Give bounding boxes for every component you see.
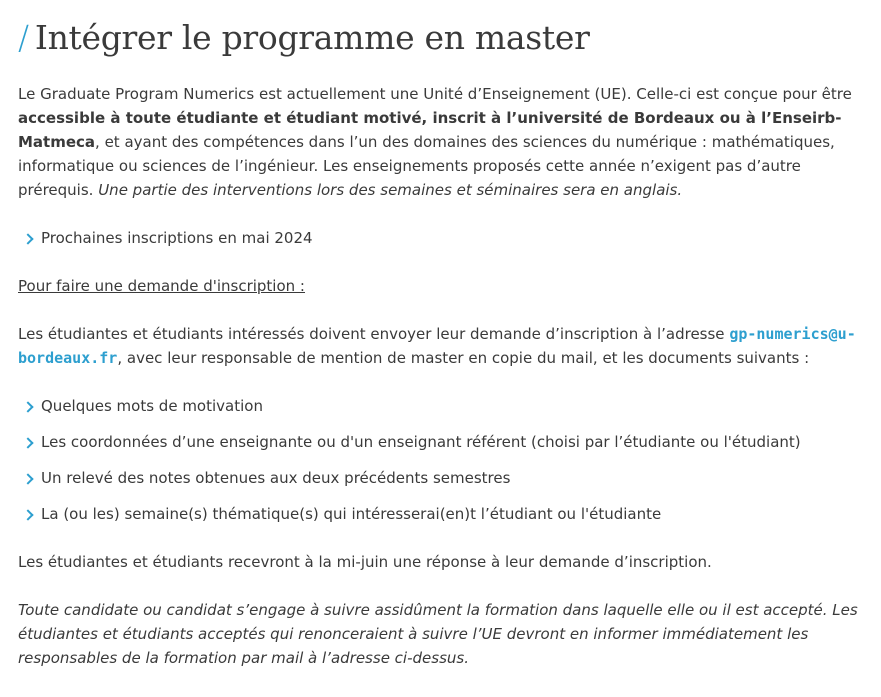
document-item-text: La (ou les) semaine(s) thématique(s) qui intéresserai(en)t l’étudiant ou l'étudiante [41, 505, 662, 523]
documents-list [18, 394, 863, 526]
intro-text-2: , et ayant des compétences dans l’un des domaines des sciences du numérique : mathématiques, informatique ou sciences de l’ingénieur. Les enseignements proposés cette année n’exigent pas d’autre prérequis. [18, 133, 835, 199]
howto-heading-text: Pour faire une demande d'inscription : [18, 277, 305, 295]
commitment-paragraph: Toute candidate ou candidat s’engage à suivre assidûment la formation dans laquelle elle ou il est accepté. Les étudiantes et étudiants acceptés qui renonceraient à suivre l’UE devront en informer immédiatement les responsables de la formation par mail à l’adresse ci-dessus. [18, 601, 858, 667]
howto-heading [18, 274, 863, 298]
list-item [18, 430, 863, 454]
chevron-right-icon [22, 437, 33, 448]
chevron-right-icon [22, 509, 33, 520]
request-text-after: , avec leur responsable de mention de master en copie du mail, et les documents suivants : [117, 349, 810, 367]
request-text-before: Les étudiantes et étudiants intéressés doivent envoyer leur demande d’inscription à l’adresse [18, 325, 730, 343]
list-item [18, 226, 863, 250]
page-title [18, 14, 863, 62]
next-registration-text: Prochaines inscriptions en mai 2024 [41, 229, 313, 247]
chevron-right-icon [22, 233, 33, 244]
document-item-text: Les coordonnées d’une enseignante ou d'un enseignant référent (choisi par l’étudiante ou l'étudiant) [41, 433, 801, 451]
list-item [18, 394, 863, 418]
list-item [18, 502, 863, 526]
email-link[interactable]: gp-numerics@u-bordeaux.fr [18, 325, 856, 367]
list-item [18, 466, 863, 490]
intro-text-1: Le Graduate Program Numerics est actuellement une Unité d’Enseignement (UE). Celle-ci est conçue pour être [18, 85, 852, 103]
page-title-text: Intégrer le programme en master [34, 18, 590, 57]
document-item-text: Un relevé des notes obtenues aux deux précédents semestres [41, 469, 511, 487]
chevron-right-icon [22, 401, 33, 412]
response-paragraph: Les étudiantes et étudiants recevront à la mi-juin une réponse à leur demande d’inscription. [18, 553, 712, 571]
document-item-text: Quelques mots de motivation [41, 397, 263, 415]
request-paragraph [18, 322, 863, 370]
title-slash-icon: / [18, 18, 29, 57]
chevron-right-icon [22, 473, 33, 484]
intro-italic-text: Une partie des interventions lors des semaines et séminaires sera en anglais. [98, 181, 683, 199]
registration-list [18, 226, 863, 250]
intro-paragraph [18, 82, 863, 202]
intro-bold-text: accessible à toute étudiante et étudiant motivé, inscrit à l’université de Bordeaux ou à l’Enseirb-Matmeca [18, 109, 842, 151]
